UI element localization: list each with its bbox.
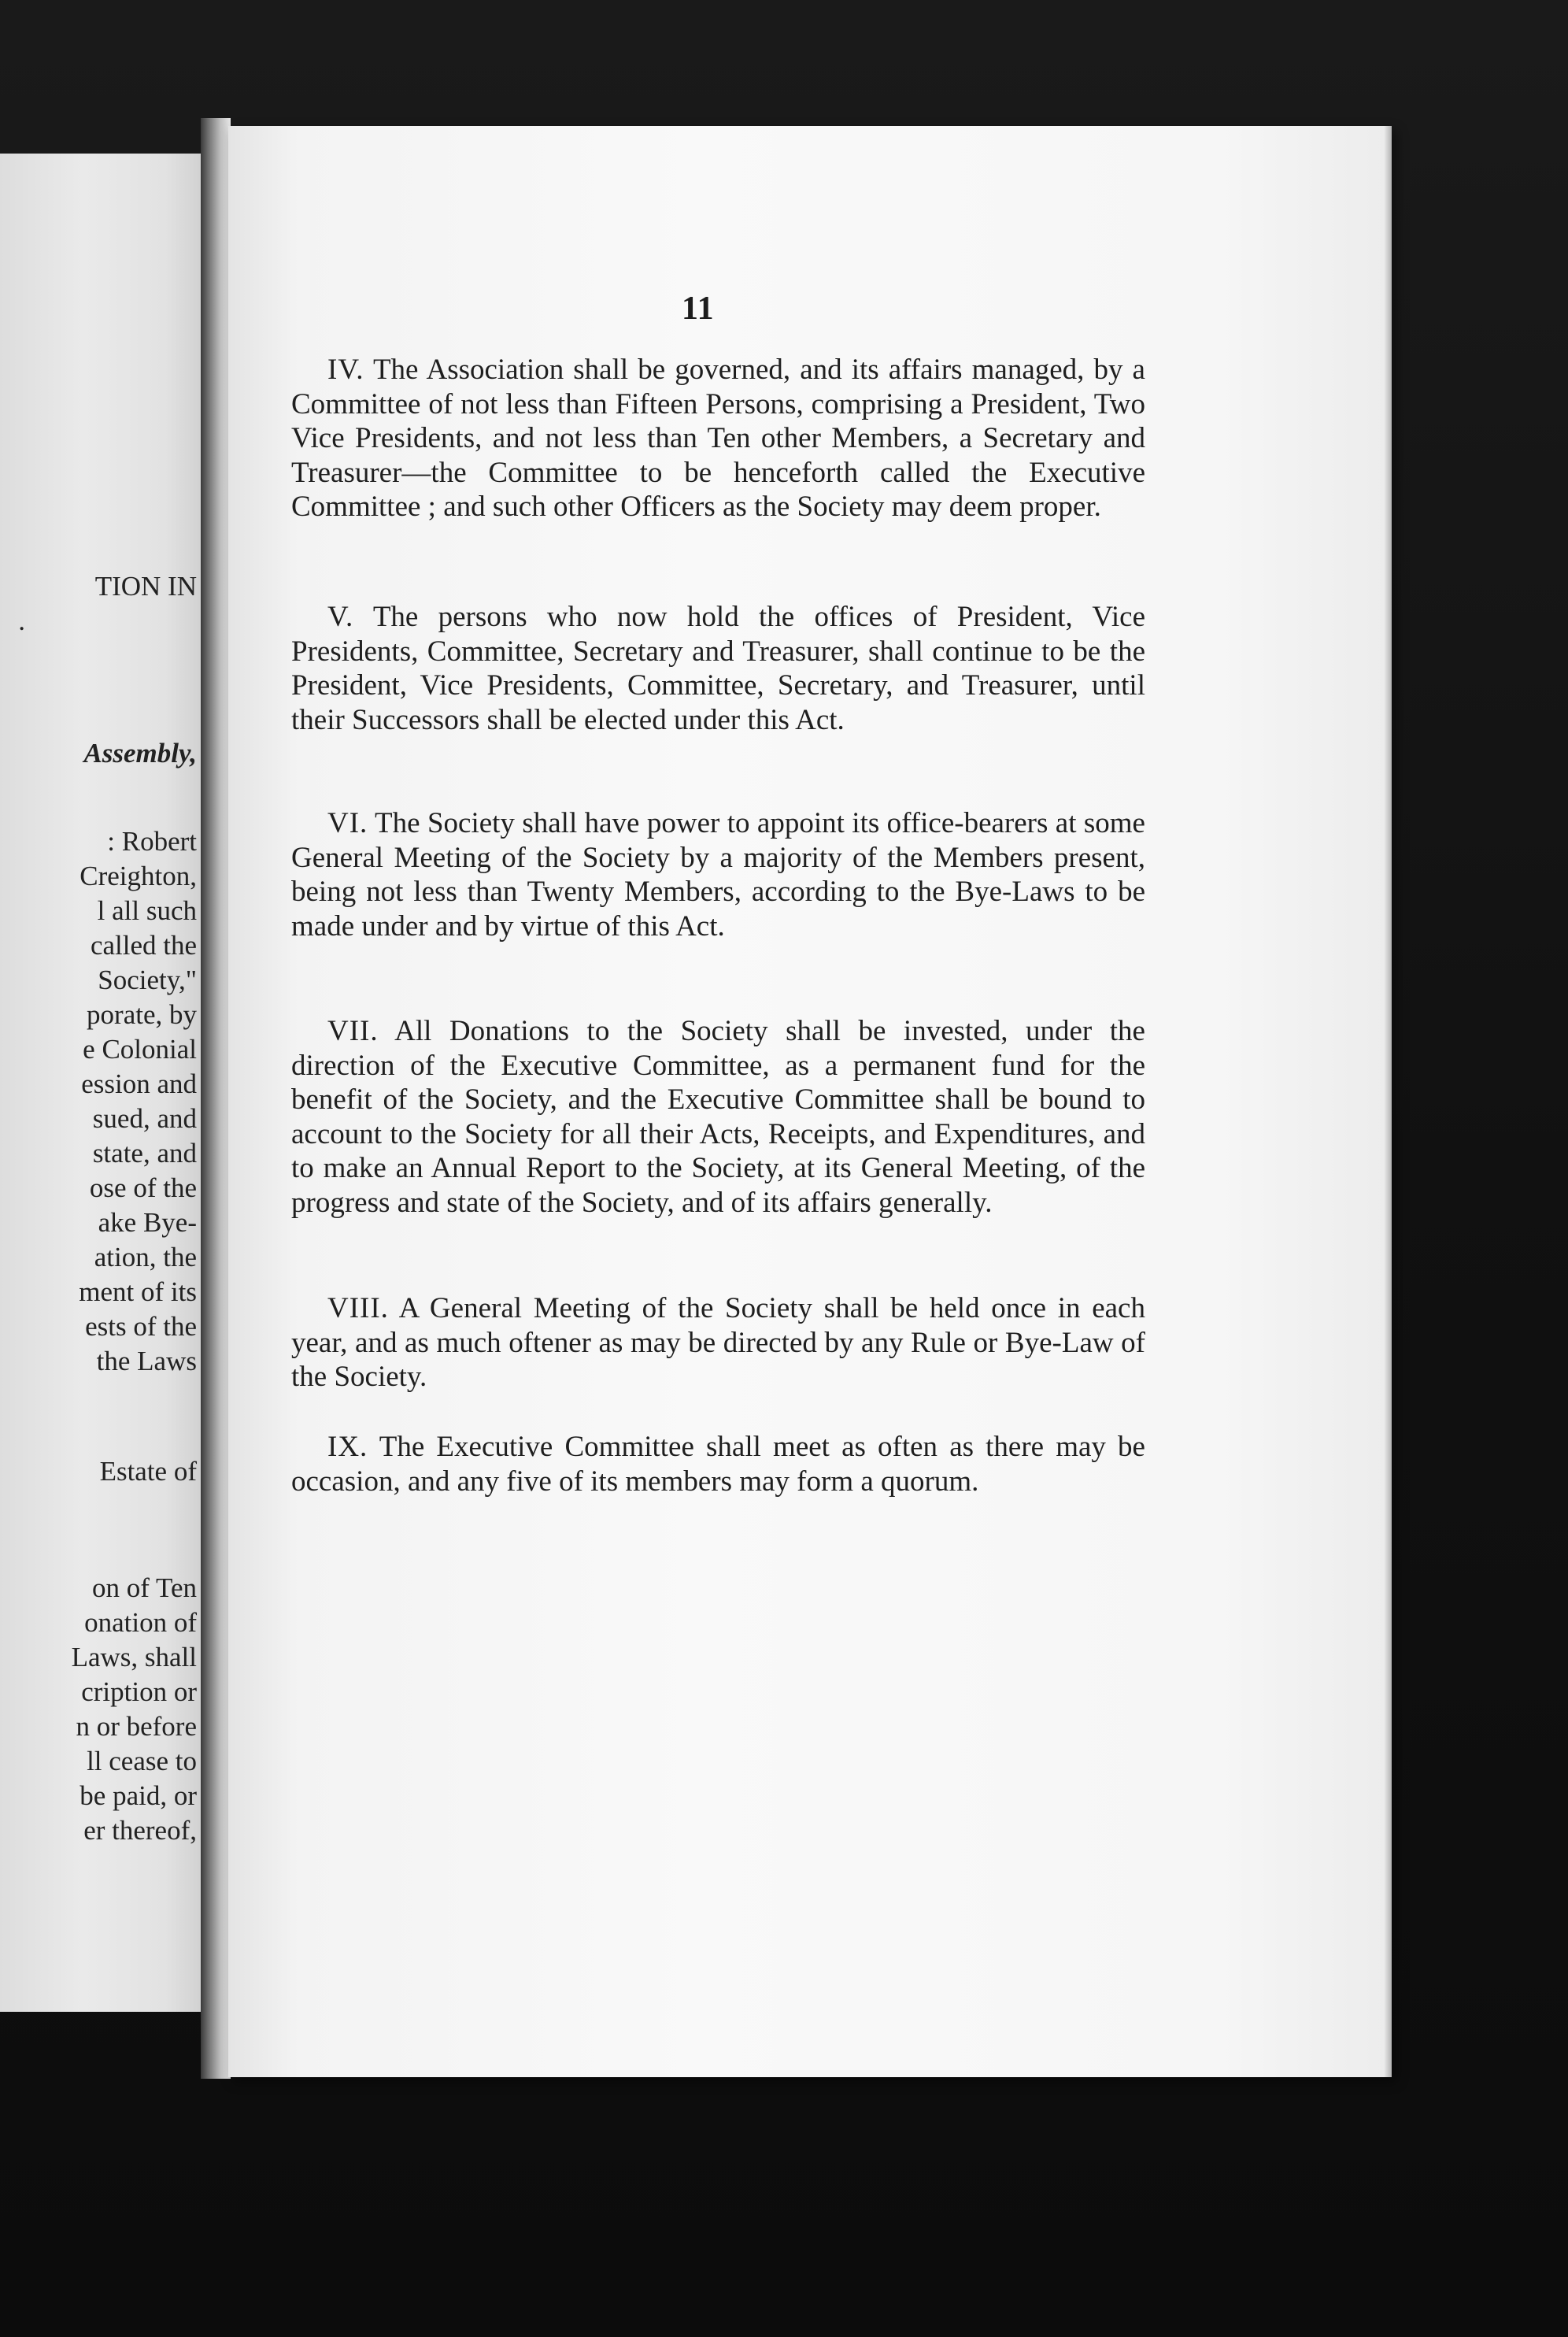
left-fragment: Society," — [98, 965, 197, 995]
left-fragment: TION IN — [94, 571, 197, 602]
section-number: IX. — [327, 1431, 368, 1463]
section-number: VII. — [327, 1015, 379, 1047]
left-fragment: porate, by — [87, 999, 197, 1030]
left-fragment: Creighton, — [80, 861, 197, 891]
left-fragment: n or before — [76, 1711, 197, 1742]
section-text: The Society shall have power to appoint its office-bearers at some General Meeting of the Society by a majority of the Members present, being not less than Twenty Members, according to the Bye-Laws to be made under and by virtue of this Act. — [291, 807, 1145, 943]
section-viii — [291, 1291, 1145, 1394]
section-text: A General Meeting of the Society shall be held once in each year, and as much oftener as may be directed by any Rule or Bye-Law of the Society. — [291, 1292, 1145, 1393]
left-fragment: ests of the — [85, 1311, 197, 1342]
section-vi — [291, 806, 1145, 943]
left-fragment: the Laws — [96, 1346, 197, 1376]
book-gutter — [201, 118, 231, 2079]
section-number: V. — [327, 601, 354, 633]
left-fragment: called the — [90, 930, 197, 961]
section-number: IV. — [327, 354, 364, 386]
left-fragment: sued, and — [92, 1103, 197, 1134]
section-vii — [291, 1014, 1145, 1220]
left-facing-page — [0, 154, 206, 2012]
left-fragment: cription or — [81, 1676, 197, 1707]
left-fragment: ose of the — [89, 1172, 197, 1203]
left-fragment: state, and — [92, 1138, 197, 1168]
left-fragment: on of Ten — [92, 1572, 197, 1603]
left-fragment: ll cease to — [87, 1746, 197, 1776]
left-fragment: ession and — [81, 1069, 197, 1099]
left-fragment: l all such — [97, 895, 197, 926]
section-number: VI. — [327, 807, 368, 839]
section-number: VIII. — [327, 1292, 389, 1324]
left-fragment: Assembly, — [83, 738, 197, 769]
page-number: 11 — [682, 291, 715, 327]
left-fragment: Estate of — [99, 1456, 197, 1487]
left-fragment: Laws, shall — [71, 1642, 197, 1672]
section-v — [291, 600, 1145, 737]
section-ix — [291, 1430, 1145, 1498]
left-fragment: . — [18, 606, 25, 636]
section-text: The persons who now hold the offices of President, Vice Presidents, Committee, Secretary and Treasurer, shall continue to be the President, Vice Presidents, Committee, Secretary, and Treasurer, until their Successors shall be elected under this Act. — [291, 601, 1145, 736]
left-fragment: onation of — [84, 1607, 197, 1638]
section-text: All Donations to the Society shall be invested, under the direction of the Executive Committee, as a permanent fund for the benefit of the Society, and the Executive Committee shall be bound to account to the Society for all their Acts, Receipts, and Expenditures, and to make an Annual Report to the Society, at its General Meeting, of the progress and state of the Society, and of its affairs generally. — [291, 1015, 1145, 1219]
left-fragment: ake Bye- — [98, 1207, 197, 1238]
section-iv — [291, 353, 1145, 524]
left-fragment: be paid, or — [80, 1780, 197, 1811]
left-fragment: ment of its — [79, 1276, 197, 1307]
section-text: The Association shall be governed, and its affairs managed, by a Committee of not less than Fifteen Persons, comprising a President, Two Vice Presidents, and not less than Ten other Members, a Secretary and Treasurer—the Committee to be henceforth called the Executive Committee ; and such other Officers as the Society may deem proper. — [291, 354, 1145, 523]
section-text: The Executive Committee shall meet as often as there may be occasion, and any five of its members may form a quorum. — [291, 1431, 1145, 1498]
left-fragment: er thereof, — [83, 1815, 197, 1846]
left-fragment: e Colonial — [83, 1034, 197, 1065]
left-fragment: ation, the — [94, 1242, 197, 1272]
left-fragment: : Robert — [107, 826, 197, 857]
